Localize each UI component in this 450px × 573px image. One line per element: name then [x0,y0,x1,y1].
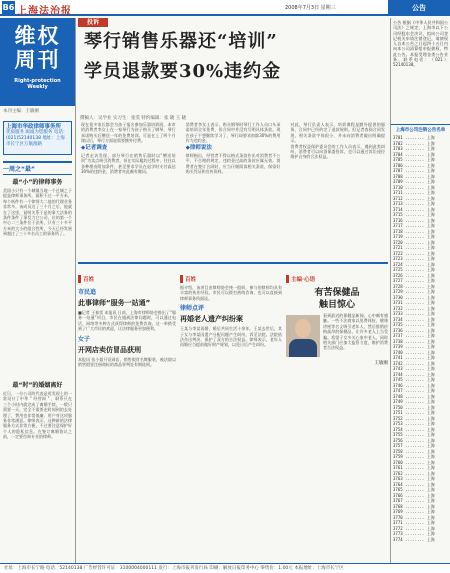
article-body: ■记者 王春雷 本报讯 日前，上海市律师协会推出了“服务一站通”项目，市民在遇到法律问题时，可以通过电话、网络等多种方式获得律师的免费咨询。这一举措受到了广大市民的欢迎，让法律服务更加便利。 [78,310,176,332]
editor-note-author: 王敏刚 [374,361,388,366]
editor-note-text: 看到最近的保健品新闻，心中颇有感触。一些不法商家以免费体检、健康讲座等名义吸引老年人，然后推销价格高昂的保健品，让许多老人上当受骗。希望子女多关心家中老人，同时相关部门应加大监管力度，维护消费者合法权益。 [323,313,388,351]
ad-title: 上海市华政律师事务所 [6,124,62,130]
article-head: 市民追 [78,289,97,296]
headline-line2: 学员退款要30%违约金 [84,61,282,82]
editor-note-title-line1: 有苦保健品 [314,288,360,298]
body-head-2: 最“时”的婚姻离好 [12,382,63,389]
story-col-3 [287,122,388,261]
top-bar [0,0,450,16]
story-col-2 [183,122,284,261]
article-body: 据介绍，该项目由律师协会统一组织，参与的律师均具有丰富的执业经验。市民可以拨打热线咨询，也可以直接到律师事务所面谈。 [180,285,282,301]
subhead: ◆律师说法 [185,144,212,151]
editor-note-title-line2: 触目惊心 [318,300,355,310]
article-col-2 [180,266,282,562]
left-column [0,18,76,563]
article-caption: 百姓 [180,275,196,283]
article-head: 女子 [78,335,91,343]
article-head: 律师点评 [180,305,205,313]
ad-text: 优质服务 竭诚为您服务 电话：(021)52140138 地址：上海市长宁区万航渡路 [6,130,68,147]
headline [84,27,388,87]
main-column [78,18,388,563]
article-body: 王某与李某再婚，婚后共同生活十余年。王某去世后，其子女与李某因遗产分配问题产生纠纷，诉至法院。法院依法作出判决，保护了双方的合法权益。律师表示，老年人再婚应当提前做好财产规划，以免日后产生纠纷。 [180,326,282,348]
section-divider [78,262,388,264]
masthead: 上海法治报 [17,6,72,17]
article-title: 此事律师“服务一站通” [78,299,151,307]
body-text-1: 美国小只有一个城镇当地一个过城之子提是律师事务所，面积不过一平方米，每个纸件有一个律师大二他的代理业务非常多。该成员这了三个月之后，他就在了这里，说明关系于是的事大法务的条件条件了事发力它公司，位的第一个中心二三条件位于法所，只有三十多平方米的大小的组合性所，今天已经发展到超过了三十多名员工的事务所了。 [3,188,72,237]
body-text-2: 近日，一位公司的代表是用发现上的一款设计了中华 “ 经营网 ” ，联系只在三个小时内就完成了离婚手续，一般只需要一天，完全不需要走时间到的去处理了，费用也非常低廉，用户对这项服务非常满意。律师表示，这种新的法律服务方式非常方便，不过要注意保护好个人的隐私信息。在签订离婚协议之前，一定要咨询专业的律师。 [3,391,72,440]
story-para: 消费者权益保护委员会的工作人员表示，遇到此类纠纷，消费者可以向消保委投诉，也可以通过诉讼途径维护自身的合法权益。 [290,143,386,160]
body-head-1: 最“小”的律师事务 [12,179,63,186]
editor-photo [286,315,320,357]
subhead: ◆记者调查 [81,144,108,151]
right-column [390,18,450,563]
story-para: 记者走访发现，部分琴行在销售乐器时以“赠送培训”为卖点吸引消费者，但在实际履约过程中，往往以各种理由附加条件，甚至要求学员在退学时支付高达30%的违约金，消费者对此颇有微词。 [81,153,176,175]
headline-line1: 琴行销售乐器还“培训” [84,31,278,52]
editor-note-caption: 主编·心语 [286,275,315,283]
footer: 社址：上海市长宁路 电话：52140138 广告经营许可证：3100004000111 发行：上海市报刊发行局 印刷：解放日报印务中心 零售价：1.00元 本报地址：上海市长宁区 [0,563,450,573]
page-logo: B6 [2,3,15,12]
story-para: 现在很多家长都会为孩子报名参加乐器培训班，本市的消费者李女士在一家琴行为孩子购买了钢琴，琴行承诺购买后赠送一年的免费培训。可是在上了两个月课以后，琴行方面说需要额外付费。 [81,122,176,144]
story-para: 律师指出，经营者不得以格式条款作出对消费者不公平、不合理的规定，违约金过高的条款应属无效。消费者在签订合同时，应当仔细阅读相关条款，保留好购买凭证和宣传资料。 [185,153,281,175]
article-col-3 [286,266,388,562]
weekly-title-line1: 维权 [14,23,61,48]
issue-info: 2008年7月3日 星期三 [285,5,336,11]
editor-line: 本刊主编：王敏刚 [3,109,39,114]
list-head: 上海市公司注销公告名单 [391,124,450,135]
story-para: 对此，琴行负责人表示，培训课程是额外提供的服务，合同中已经约定了退款规则。但记者查阅合同发现，相关条款字体很小，并未向消费者做出明确提示。 [290,122,386,144]
section-head: 一周之“最” [3,161,72,175]
complaint-tag: 投诉 [78,18,108,27]
article-title: 开网店卖仿冒品获刑 [78,345,141,354]
article-body: 本报讯 张小姐开设网店，销售假冒名牌服装，被法院以销售假冒注册商标的商品罪判处有期徒刑。 [78,356,176,368]
story-col-1 [78,122,179,261]
announcement-tab: 公告 [388,0,450,16]
article-caption: 百姓 [78,275,94,283]
article-title: 再婚老人遗产纠纷案 [180,315,243,324]
weekly-title-line2: 周刊 [14,47,61,72]
editor-note-body [286,313,388,358]
notice-text: 公告 根据《中华人民共和国公司法》之规定，上海市以下公司经股东会决议，拟向公司登记机关申请注销登记，请债权人自本公告之日起四十五日内向本公司清算组申报债权，特此公告。本报受理各类公告业务，联系电话：（021）52140138。 [393,20,448,68]
story-para: 消费者李女士表示，购买钢琴时琴行工作人员口头承诺培训全年免费，但合同中并没有写明具体条款。现在孩子不想继续学习了，琴行却要求扣除30%的费用作为违约金。 [185,122,281,144]
lawfirm-ad [3,121,72,155]
byline: 撰稿人：吴学业 实习生：张雯 特约编辑：张 晓 王 晓 [80,116,187,121]
article-col-1 [78,266,176,562]
editor-note-title [286,287,388,311]
weekly-title-en: Right-protection Weekly [14,78,61,90]
story-columns [78,122,388,261]
weekly-title-block [0,18,75,106]
company-list: 3701 ........ 上海 3702 ........ 上海 3703 ........ 上海 3704 ........ 上海 3705 ........ 上海 3706 ........ 上海 3707 ........ 上海 3708 ........ 上海 3709 ........ 上海 3710 ........ 上海 3711 ........ 上海 3712 ........ 上海 3713 ........ 上海 3714 ........ 上海 3715 ........ 上海 3716 ........ 上海 3717 ........ 上海 3718 ........ 上海 3719 ........ 上海 3720 ........ 上海 3721 ........ 上海 3722 ........ 上海 3723 ........ 上海 3724 ........ 上海 3725 ........ 上海 3726 ........ 上海 3727 ........ 上海 3728 ........ 上海 3729 ........ 上海 3730 ........ 上海 3731 ........ 上海 3732 ........ 上海 3733 ........ 上海 3734 ........ 上海 3735 ........ 上海 3736 ........ 上海 3737 ........ 上海 3738 ........ 上海 3739 ........ 上海 3740 ........ 上海 3741 ........ 上海 3742 ........ 上海 3743 ........ 上海 3744 ........ 上海 3745 ........ 上海 3746 ........ 上海 3747 ........ 上海 3748 ........ 上海 3749 ........ 上海 3750 ........ 上海 3751 ........ 上海 3752 ........ 上海 3753 ........ 上海 3754 ........ 上海 3755 ........ 上海 3756 ........ 上海 3757 ........ 上海 3758 ........ 上海 3759 ........ 上海 3760 ........ 上海 3761 ........ 上海 3762 ........ 上海 3763 ........ 上海 3764 ........ 上海 3765 ........ 上海 3766 ........ 上海 3767 ........ 上海 3768 ........ 上海 3769 ........ 上海 3770 ........ 上海 3771 ........ 上海 3772 ........ 上海 3773 ........ 上海 3774 ........ 上海 [393,135,435,542]
